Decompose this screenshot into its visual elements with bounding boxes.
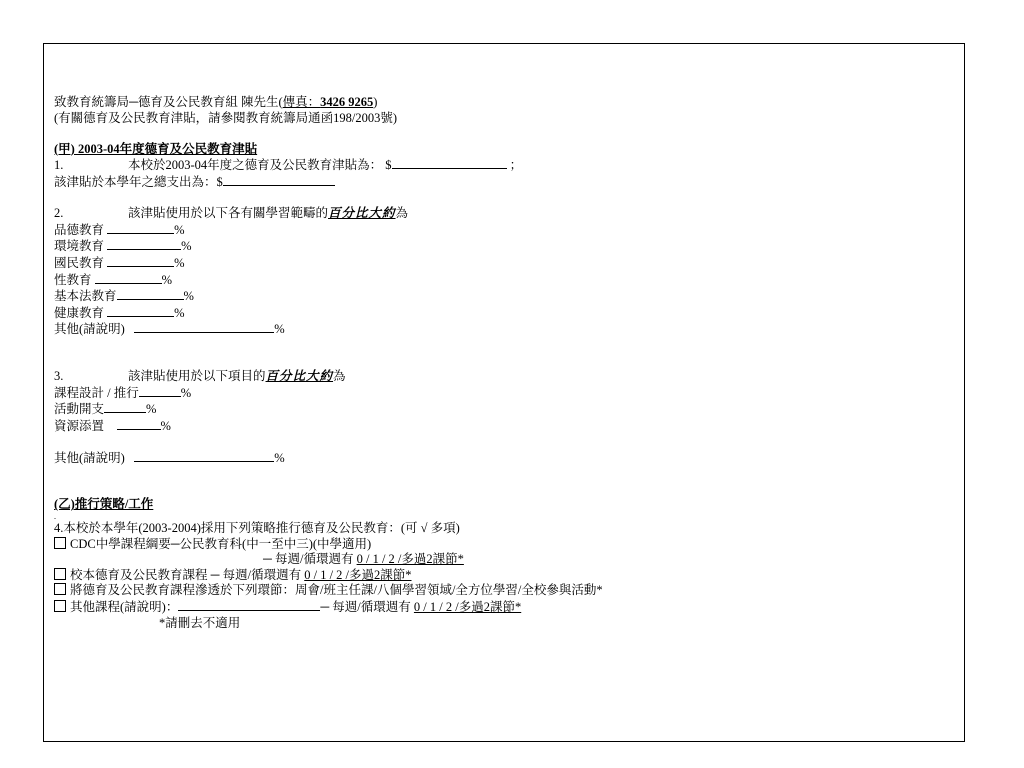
q2-item-health: 健康教育 % <box>54 305 185 320</box>
circular-reference: (有關德育及公民教育津貼，請參閱教育統籌局通函198/2003號) <box>54 110 398 125</box>
expenditure-field[interactable] <box>223 174 335 186</box>
percent-field[interactable] <box>139 385 181 397</box>
expenditure-line: 該津貼於本學年之總支出為：$ <box>54 174 954 191</box>
period-choices[interactable]: 0 / 1 / 2 /多過2課節* <box>304 567 412 582</box>
recipient-line: 致教育統籌局─德育及公民教育組 陳先生(傳真：3426 9265) <box>54 95 378 109</box>
period-choices[interactable]: 0 / 1 / 2 /多過2課節* <box>413 600 522 615</box>
fax-number: 3426 9265 <box>320 95 374 109</box>
document-frame <box>43 43 965 742</box>
footnote: *請刪去不適用 <box>159 615 241 630</box>
other-curriculum-field[interactable] <box>178 599 320 611</box>
q3-item-curriculum: 課程設計 / 推行 % <box>54 385 192 400</box>
subsidy-amount-field[interactable] <box>392 157 507 169</box>
section-a-title: (甲) 2003-04年度德育及公民教育津貼 <box>54 141 258 156</box>
option-other[interactable]: 其他課程(請說明)： ─ 每週/循環週有 0 / 1 / 2 /多過2課節* <box>54 599 954 616</box>
q3-item-activities: 活動開支 % <box>54 402 157 417</box>
section-b-title: (乙)推行策略/工作 <box>54 497 154 512</box>
document-content <box>54 95 954 631</box>
q2-item-moral: 品德教育 % <box>54 222 185 237</box>
q2-item-sex: 性教育 % <box>54 272 173 287</box>
checkbox[interactable] <box>54 568 66 580</box>
q3-item-other: 其他(請說明) % <box>54 450 285 465</box>
percent-field[interactable] <box>107 222 174 234</box>
q2-item-other: 其他(請說明) % <box>54 322 285 337</box>
q4-line: 4.本校於本學年(2003-2004)採用下列策略推行德育及公民教育：(可 √ 多項) <box>54 521 460 536</box>
fax-info: 傳真：3426 9265 <box>282 95 374 109</box>
q2-item-basic-law: 基本法教育 % <box>54 289 194 304</box>
percent-field[interactable] <box>107 305 174 317</box>
option-infusion[interactable]: 將德育及公民教育課程滲透於下列環節：周會/班主任課/八個學習領域/全方位學習/全校參與活動* <box>54 583 954 599</box>
option-school-based[interactable]: 校本德育及公民教育課程 ─ 每週/循環週有 0 / 1 / 2 /多過2課節* <box>54 568 954 584</box>
q3-line: 3. 該津貼使用於以下項目的百分比大約為 <box>54 368 346 383</box>
checkbox[interactable] <box>54 537 66 549</box>
q3-item-resources: 資源添置 % <box>54 418 171 433</box>
option-cdc-periods: ─ 每週/循環週有 0 / 1 / 2 /多過2課節* <box>263 552 464 567</box>
option-cdc-curriculum[interactable]: CDC中學課程綱要─公民教育科(中一至中三)(中學適用) <box>54 537 954 553</box>
checkbox[interactable] <box>54 600 66 612</box>
q2-item-environment: 環境教育 % <box>54 239 192 254</box>
percent-field[interactable] <box>104 401 146 413</box>
q2-line: 2. 該津貼使用於以下各有關學習範疇的百分比大約為 <box>54 206 409 221</box>
other-percent-field[interactable] <box>134 450 274 462</box>
percent-field[interactable] <box>95 272 162 284</box>
percent-field[interactable] <box>117 288 184 300</box>
percent-field[interactable] <box>117 418 161 430</box>
q2-item-national: 國民教育 % <box>54 255 185 270</box>
period-choices[interactable]: 0 / 1 / 2 /多過2課節* <box>356 552 464 567</box>
percentage-emphasis: 百分比大約 <box>328 206 396 221</box>
other-percent-field[interactable] <box>134 321 274 333</box>
stray-dot: . <box>54 512 56 522</box>
percent-field[interactable] <box>107 238 181 250</box>
percent-field[interactable] <box>107 255 174 267</box>
q1-line: 1. 本校於2003-04年度之德育及公民教育津貼為： $ ； <box>54 158 523 173</box>
checkbox[interactable] <box>54 583 66 595</box>
percentage-emphasis: 百分比大約 <box>265 368 334 383</box>
